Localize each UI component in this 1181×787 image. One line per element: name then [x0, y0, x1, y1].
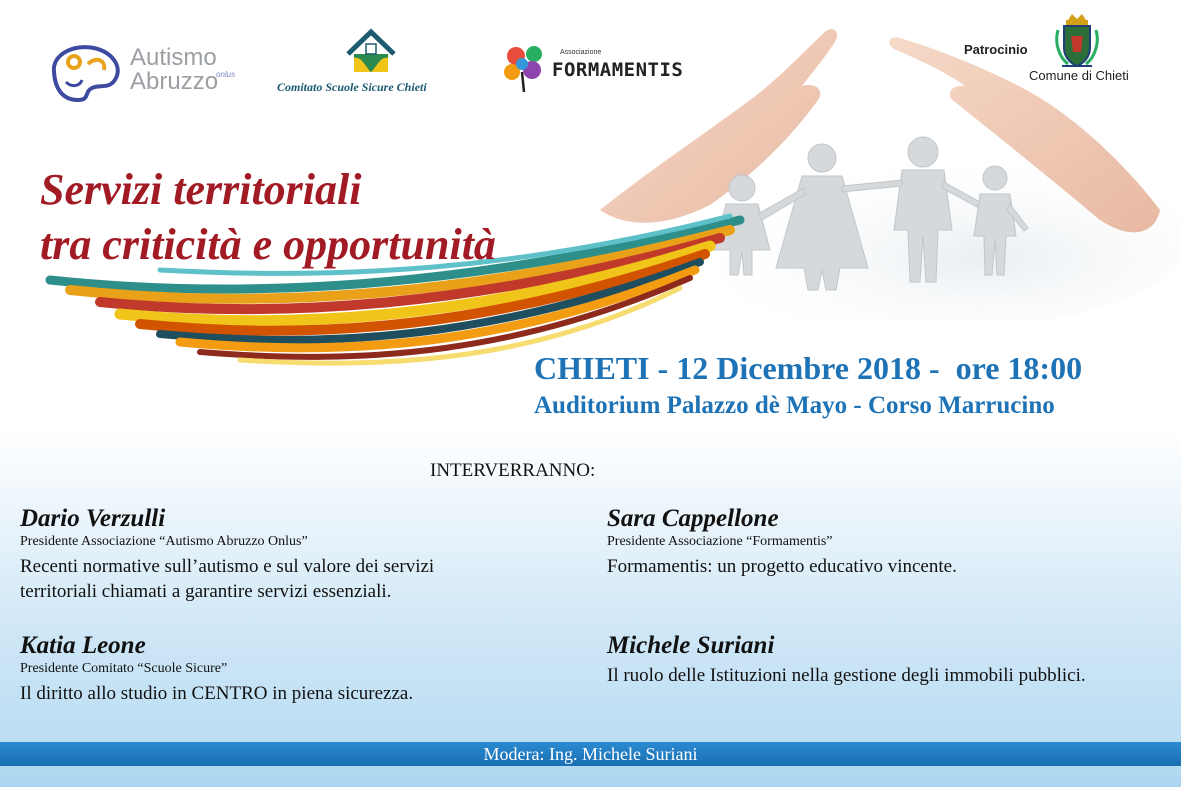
autismo-abruzzo-wordmark	[130, 46, 218, 94]
formamentis-name: FORMAMENTIS	[552, 59, 684, 81]
comune-label: Comune di Chieti	[1029, 68, 1129, 83]
event-title	[40, 162, 496, 272]
speaker-name: Dario Verzulli	[20, 505, 166, 532]
speaker-name: Sara Cappellone	[607, 505, 779, 532]
speaker-role: Presidente Associazione “Formamentis”	[607, 534, 833, 549]
moderator-bar	[0, 742, 1181, 766]
comitato-logo	[270, 28, 470, 102]
title-line1: Servizi territoriali	[40, 165, 362, 214]
speaker-topic	[20, 554, 520, 604]
autismo-onlus-label: onlus	[216, 70, 236, 79]
speaker-topic-line: Recenti normative sull’autismo e sul valore dei servizi	[20, 556, 435, 577]
patrocinio-label: Patrocinio	[964, 42, 1028, 57]
formamentis-assoc-label: Associazione	[560, 49, 602, 56]
event-date-time: CHIETI - 12 Dicembre 2018 - ore 18:00	[534, 350, 1083, 386]
speaker-topic: Il ruolo delle Istituzioni nella gestione degli immobili pubblici.	[607, 665, 1086, 686]
coat-of-arms-icon	[1054, 14, 1100, 70]
speaker-role: Presidente Associazione “Autismo Abruzzo Onlus”	[20, 534, 308, 549]
palette-icon	[44, 42, 124, 102]
speaker-topic: Il diritto allo studio in CENTRO in piena sicurezza.	[20, 683, 414, 704]
speaker-role: Presidente Comitato “Scuole Sicure”	[20, 661, 228, 676]
speakers-heading: INTERVERRANNO:	[430, 460, 596, 481]
autismo-line1: Autismo	[130, 44, 217, 71]
speaker-topic-line: territoriali chiamati a garantire servizi essenziali.	[20, 581, 392, 602]
event-location: Auditorium Palazzo dè Mayo - Corso Marrucino	[534, 392, 1055, 419]
tree-icon	[502, 44, 550, 94]
speaker-block	[20, 505, 520, 604]
speaker-block	[20, 632, 520, 706]
speaker-name: Michele Suriani	[607, 632, 775, 659]
title-line2: tra criticità e opportunità	[40, 220, 496, 269]
autismo-line2: Abruzzo	[130, 68, 219, 95]
moderator-text: Modera: Ing. Michele Suriani	[483, 744, 698, 764]
autismo-abruzzo-logo	[44, 40, 244, 104]
comitato-name: Comitato Scuole Sicure Chieti	[277, 80, 427, 94]
speaker-block	[607, 632, 1167, 688]
formamentis-logo	[502, 42, 682, 98]
speaker-topic: Formamentis: un progetto educativo vincente.	[607, 556, 957, 577]
speaker-name: Katia Leone	[20, 632, 146, 659]
speaker-block	[607, 505, 1167, 579]
house-icon	[344, 28, 398, 76]
